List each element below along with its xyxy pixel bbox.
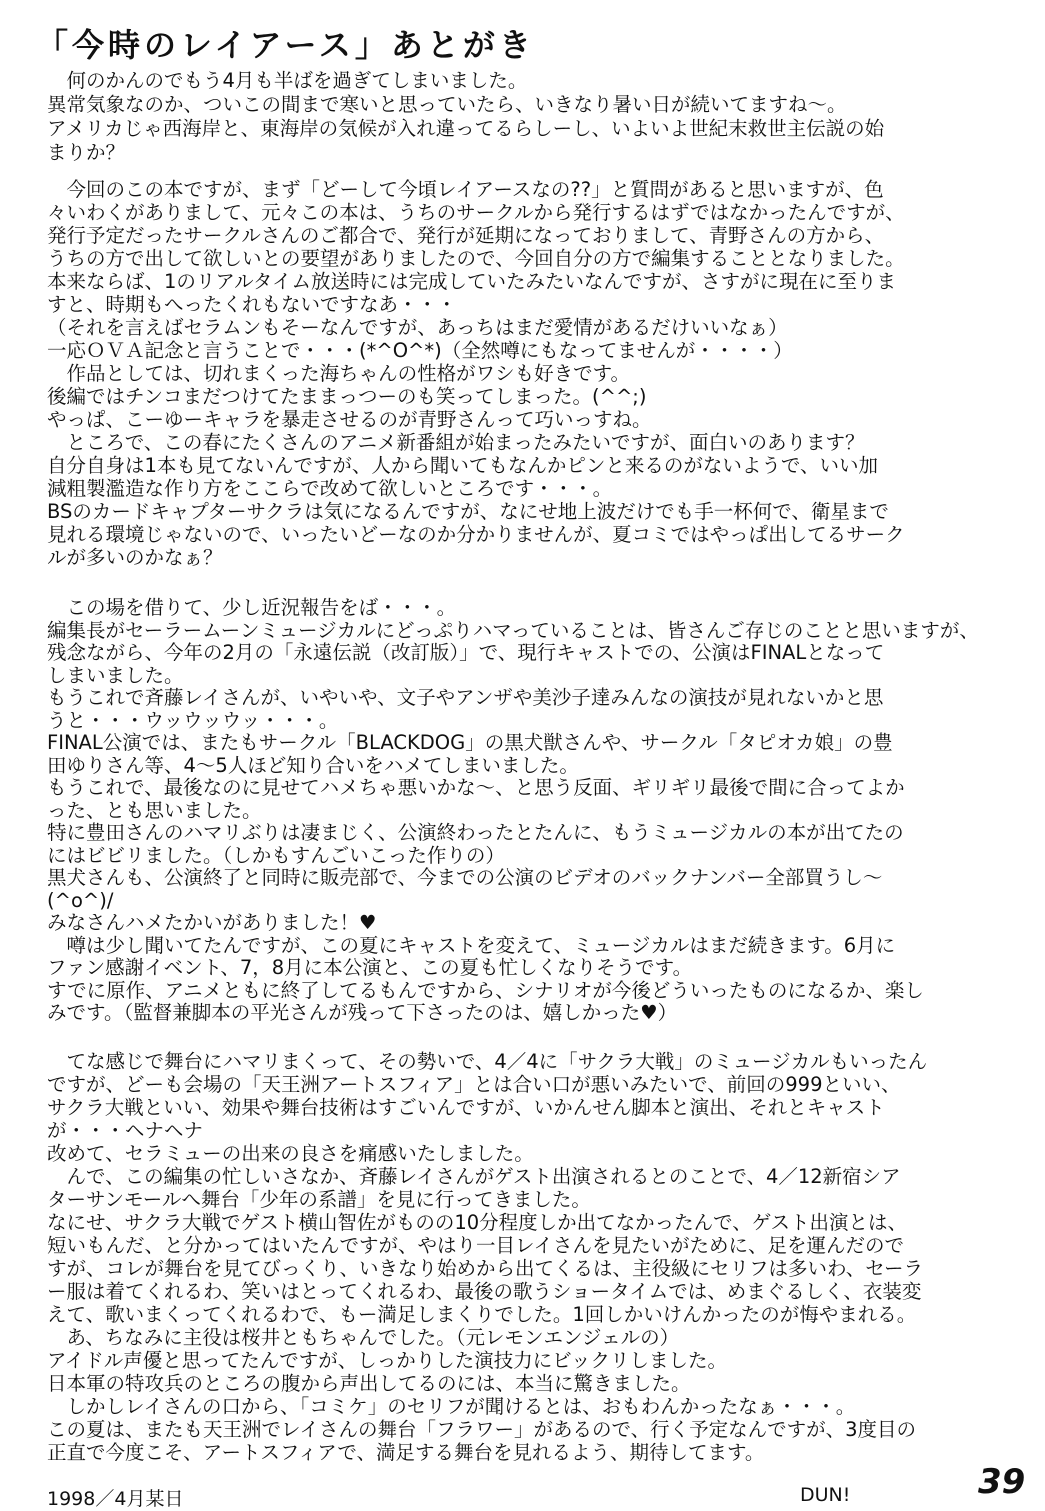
text-line: まりか？	[47, 141, 126, 164]
text-line: てな感じで舞台にハマリまくって、その勢いで、4／4に「サクラ大戦」のミュージカルもいったん	[47, 1050, 928, 1073]
text-line: すが、コレが舞台を見てびっくり、いきなり始めから出てくるは、主役級にセリフは多いわ、セーラ	[47, 1257, 923, 1280]
text-line: すでに原作、アニメともに終了してるもんですから、シナリオが今後どういったものになるか、楽し	[47, 978, 924, 1002]
text-line: アイドル声優と思ってたんですが、しっかりした演技力にビックリしました。	[47, 1349, 727, 1372]
text-line: しまいました。	[47, 663, 184, 687]
text-line: 減粗製濫造な作り方をここらで改めて欲しいところです・・・。	[47, 477, 613, 500]
paragraph-2	[47, 178, 905, 569]
text-line: 発行予定だったサークルさんのご都合で、発行が延期になっておりまして、青野さんの方から、	[47, 224, 885, 247]
text-line: 後編ではチンコまだつけてたままっつーのも笑ってしまった。(^^;)	[47, 385, 647, 408]
text-line: 日本軍の特攻兵のところの腹から声出してるのには、本当に驚きました。	[47, 1372, 691, 1395]
text-line: (^o^)/	[47, 888, 114, 912]
text-line: みなさんハメたかいがありました！♥	[47, 911, 377, 934]
text-line: 何のかんのでもう4月も半ばを過ぎてしまいました。	[47, 69, 528, 92]
text-line: 噂は少し聞いてたんですが、この夏にキャストを変えて、ミュージカルはまだ続きます。6月に	[47, 933, 896, 957]
text-line: 特に豊田さんのハマリぶりは凄まじく、公演終わったとたんに、もうミュージカルの本が出てたの	[47, 821, 904, 844]
author: DUN!	[800, 1484, 851, 1506]
text-line: すと、時期もへったくれもないですなあ・・・	[47, 293, 457, 316]
text-line: った、とも思いました。	[47, 798, 262, 822]
text-line: 正直で今度こそ、アートスフィアで、満足する舞台を見れるよう、期待してます。	[47, 1441, 765, 1464]
text-line: 編集長がセーラームーンミュージカルにどっぷりハマっていることは、皆さんご存じのことと思いますが、	[47, 618, 979, 642]
text-line: 作品としては、切れまくった海ちゃんの性格がワシも好きです。	[47, 362, 631, 385]
text-line: 見れる環境じゃないので、いったいどーなのか分かりませんが、夏コミではやっぱ出してるサーク	[47, 523, 905, 546]
page-number: 39	[978, 1462, 1026, 1502]
text-line: なにせ、サクラ大戦でゲスト横山智佐がものの10分程度しか出てなかったんで、ゲスト出演とは、	[47, 1211, 907, 1234]
text-line: アメリカじゃ西海岸と、東海岸の気候が入れ違ってるらしーし、いよいよ世紀末救世主伝説の始	[47, 117, 885, 140]
paragraph-4	[47, 1050, 927, 1464]
text-line: 本来ならば、1のリアルタイム放送時には完成していたみたいなんですが、さすがに現在に至りま	[47, 270, 896, 293]
text-line: しかしレイさんの口から、「コミケ」のセリフが聞けるとは、おもわんかったなぁ・・・。	[47, 1395, 856, 1418]
paragraph-3	[47, 597, 979, 1025]
text-line: 今回のこの本ですが、まず「どーして今頃レイアースなの??」と質問があると思いますが、色	[47, 178, 884, 201]
text-line: みです。（監督兼脚本の平光さんが残って下さったのは、嬉しかった♥）	[47, 1001, 678, 1024]
paragraph-1	[47, 69, 884, 165]
text-line: えて、歌いまくってくれるわで、もー満足しまくりでした。1回しかいけんかったのが悔やまれる。	[47, 1303, 917, 1326]
text-line: （それを言えばセラムンもそーなんですが、あっちはまだ愛情があるだけいいなぁ）	[47, 316, 788, 339]
text-line: ターサンモールへ舞台「少年の系譜」を見に行ってきました。	[47, 1188, 591, 1211]
text-line: サクラ大戦といい、効果や舞台技術はすごいんですが、いかんせん脚本と演出、それとキャスト	[47, 1096, 885, 1119]
text-line: 短いもんだ、と分かってはいたんですが、やはり一目レイさんを見たいがために、足を運んだので	[47, 1234, 905, 1257]
text-line: ところで、この春にたくさんのアニメ新番組が始まったみたいですが、面白いのあります？	[47, 431, 865, 454]
text-line: ですが、どーも会場の「天王洲アートスフィア」とは合い口が悪いみたいで、前回の999といい、	[47, 1073, 901, 1096]
page-title: 「今時のレイアース」あとがき	[36, 26, 535, 64]
text-line: ルが多いのかなぁ？	[47, 546, 223, 569]
text-line: 田ゆりさん等、4～5人ほど知り合いをハメてしまいました。	[47, 753, 579, 777]
text-line: 一応ＯＶＡ記念と言うことで・・・(*^O^*)（全然噂にもなってませんが・・・・）	[47, 339, 793, 362]
text-line: 黒犬さんも、公演終了と同時に販売部で、今までの公演のビデオのバックナンバー全部買うし～	[47, 866, 883, 889]
text-line: もうこれで、最後なのに見せてハメちゃ悪いかな～、と思う反面、ギリギリ最後で間に合ってよか	[47, 776, 905, 799]
text-line: にはビビリました。（しかもすんごいこった作りの）	[47, 843, 505, 867]
text-line: 残念ながら、今年の2月の「永遠伝説（改訂版）」で、現行キャストでの、公演はFINALとなって	[47, 641, 885, 664]
text-line: うちの方で出して欲しいとの要望がありましたので、今回自分の方で編集することとなりました。	[47, 247, 905, 270]
text-line: 々いわくがありまして、元々この本は、うちのサークルから発行するはずではなかったんですが、	[47, 201, 905, 224]
text-line: が・・・ヘナヘナ	[47, 1119, 204, 1142]
text-line: もうこれで斉藤レイさんが、いやいや、文子やアンザや美沙子達みんなの演技が見れないかと思	[47, 686, 884, 709]
text-line: うと・・・ウッウッウッ・・・。	[47, 708, 339, 732]
text-line: 異常気象なのか、ついこの間まで寒いと思っていたら、いきなり暑い日が続いてますね～。	[47, 93, 847, 116]
text-line: FINAL公演では、またもサークル「BLACKDOG」の黒犬獣さんや、サークル「タピオカ娘」の豊	[47, 731, 893, 754]
text-line: この場を借りて、少し近況報告をば・・・。	[47, 596, 457, 619]
text-line: やっぱ、こーゆーキャラを暴走させるのが青野さんって巧いっすね。	[47, 408, 652, 431]
text-line: ー服は着てくれるわ、笑いはとってくれるわ、最後の歌うショータイムでは、めまぐるしく、衣装変	[47, 1280, 922, 1303]
text-line: あ、ちなみに主役は桜井ともちゃんでした。（元レモンエンジェルの）	[47, 1326, 680, 1349]
text-line: んで、この編集の忙しいさなか、斉藤レイさんがゲスト出演されるとのことで、4／12新宿シア	[47, 1165, 901, 1188]
date: 1998／4月某日	[47, 1488, 184, 1510]
text-line: 自分自身は1本も見てないんですが、人から聞いてもなんかピンと来るのがないようで、いい加	[47, 454, 879, 477]
text-line: ファン感謝イベント、7，8月に本公演と、この夏も忙しくなりそうです。	[47, 956, 693, 979]
text-line: BSのカードキャプターサクラは気になるんですが、なにせ地上波だけでも手一杯何で、衛星まで	[47, 500, 889, 523]
text-line: 改めて、セラミューの出来の良さを痛感いたしました。	[47, 1142, 534, 1165]
text-line: この夏は、またも天王洲でレイさんの舞台「フラワー」があるので、行く予定なんですが、3度目の	[47, 1418, 917, 1441]
